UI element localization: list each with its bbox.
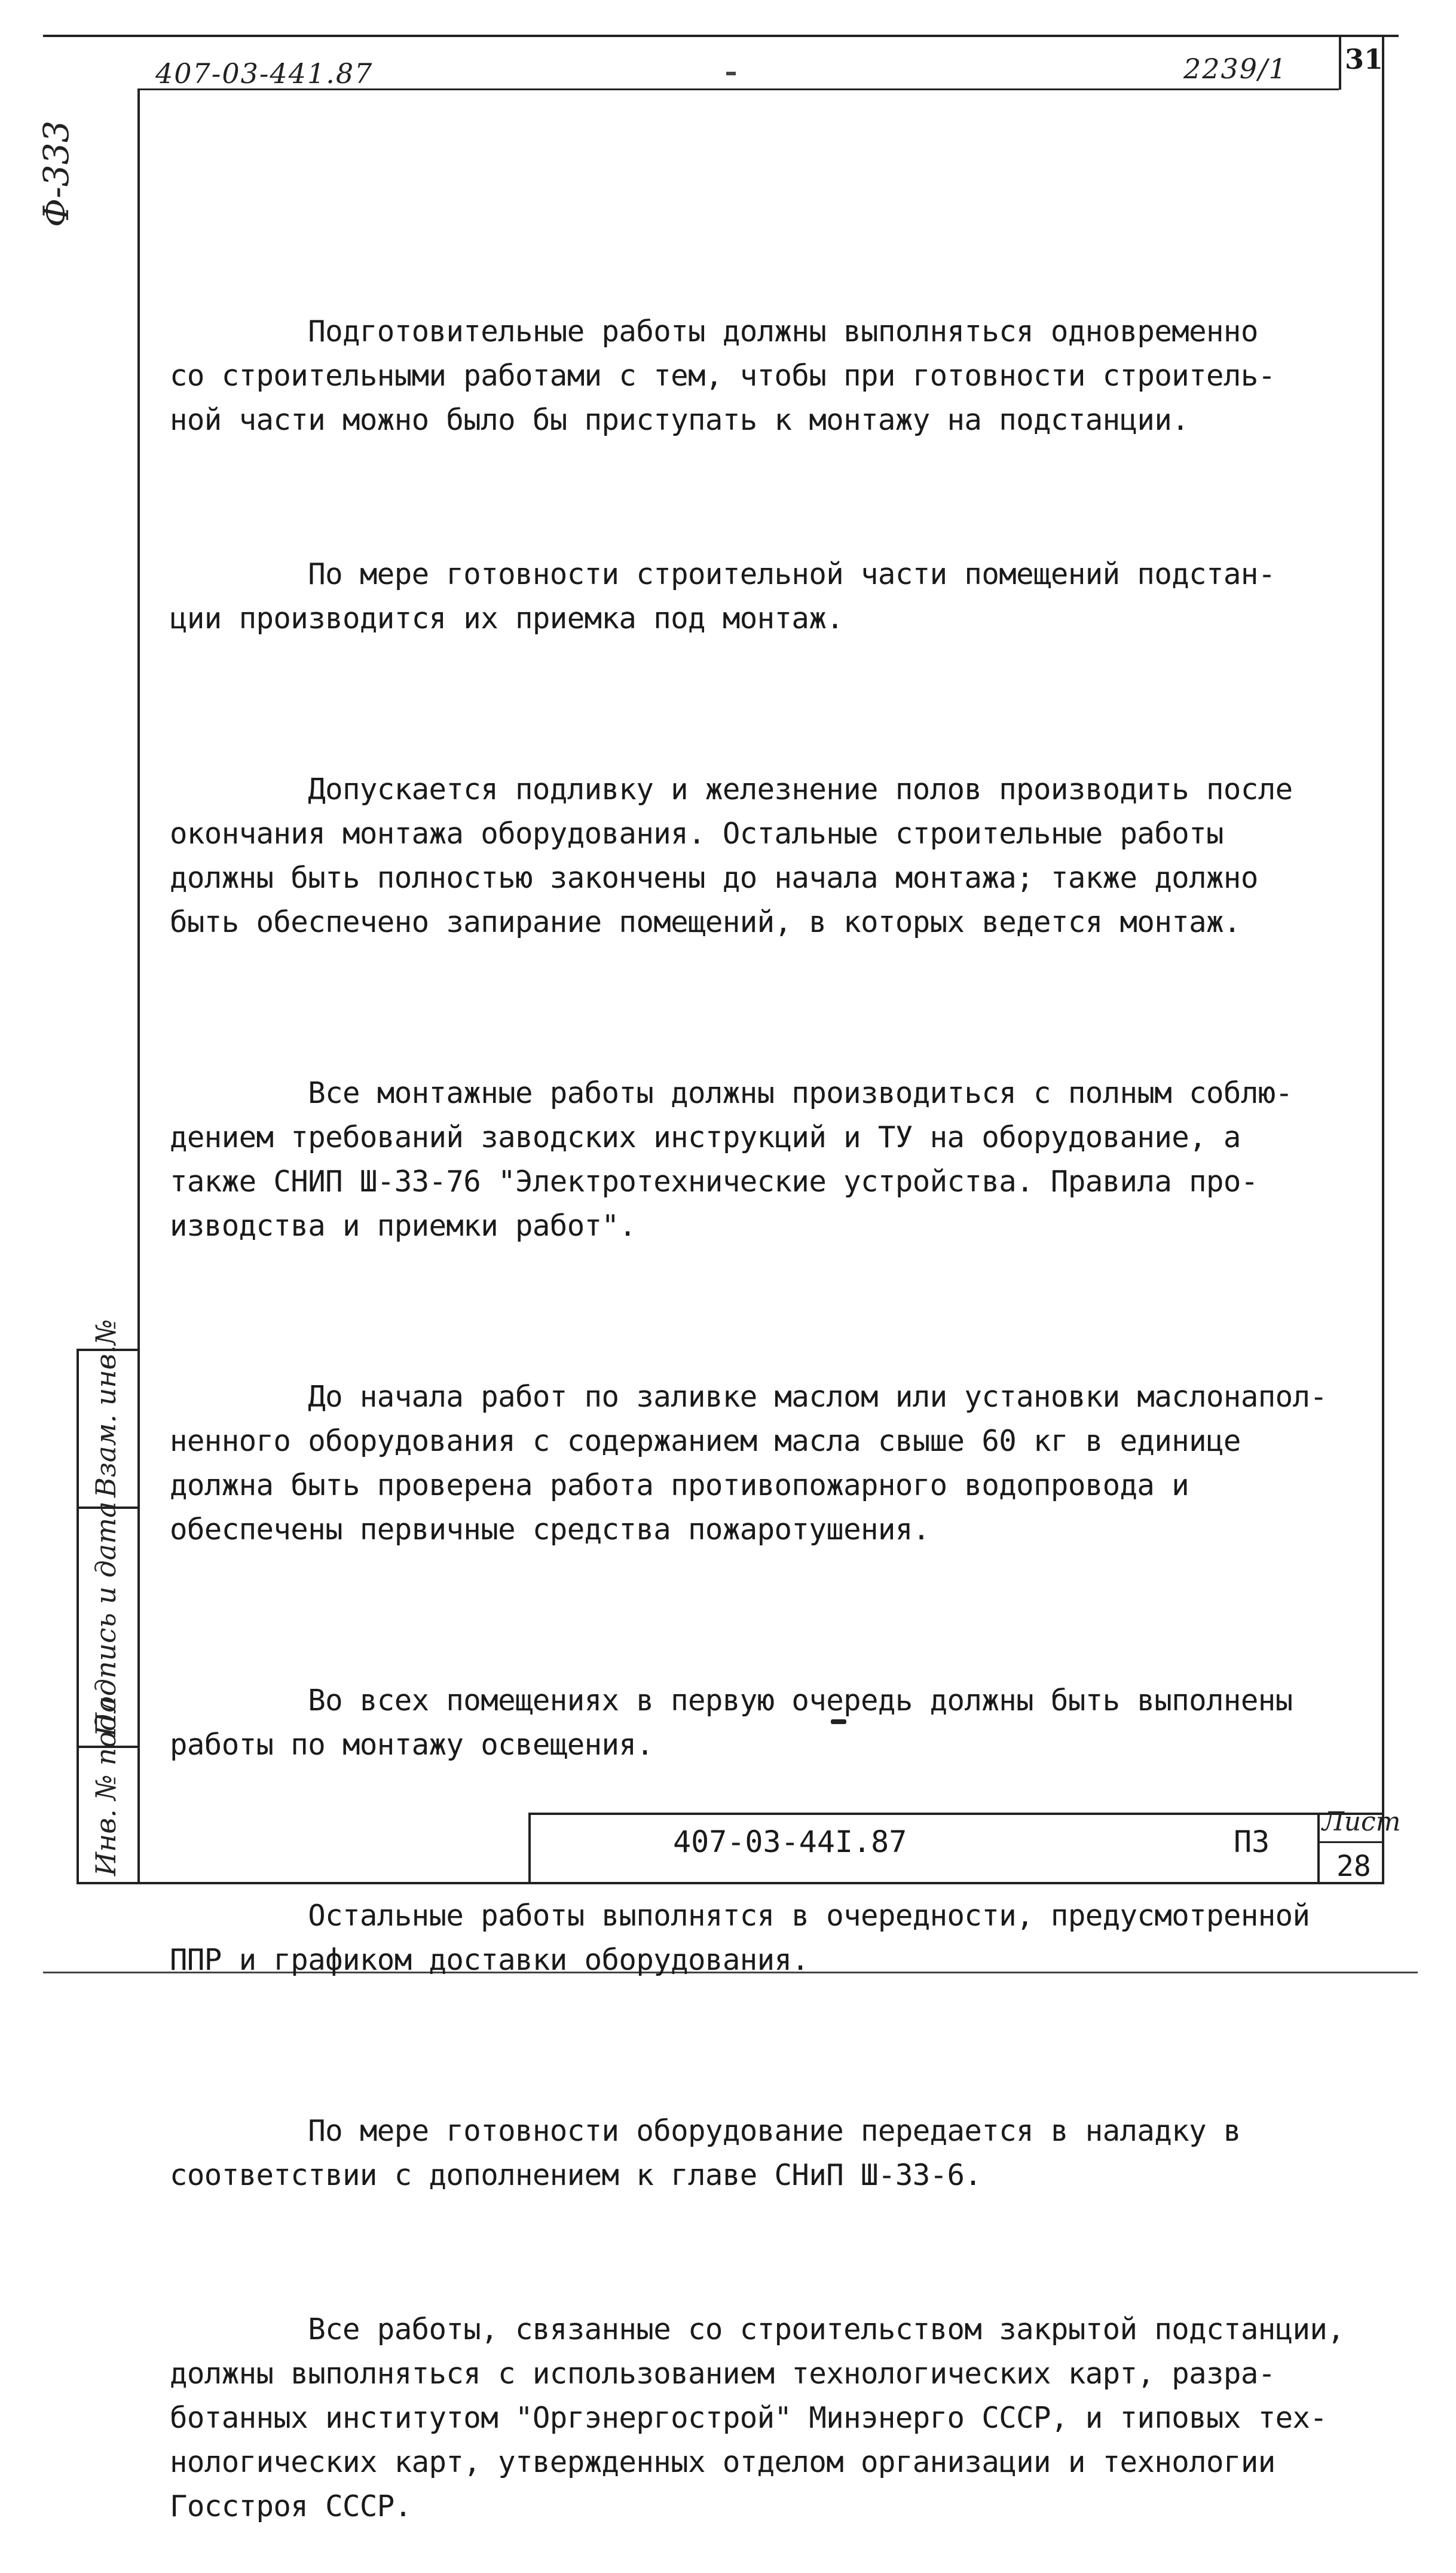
paragraph-floors: Допускается подливку и железнение полов производить после окончания монтажа оборудования. Остальные строительные работы должны быть полностью закончены до начала монтажа; также должно быть обеспечено запирание помещений, в которых ведется монтаж. (170, 772, 1293, 939)
paragraph-acceptance: По мере готовности строительной части помещений подстан- ции производится их приемка под монтаж. (170, 557, 1275, 635)
header-right-mark: 2239/1 (1183, 53, 1287, 85)
document-body (170, 221, 1345, 2573)
paragraph-preparatory-works: Подготовительные работы должны выполняться одновременно со строительными работами с тем, чтобы при готовности строитель- ной части можно было бы приступать к монтажу на подстанции. (170, 314, 1275, 437)
top-rule (43, 35, 1399, 37)
corner-sheet-number: 31 (1345, 43, 1384, 75)
title-block-sheet-label: Лист (1322, 1807, 1401, 1837)
title-block-section: ПЗ (1234, 1825, 1270, 1859)
scan-dash (831, 1719, 846, 1724)
title-block-sheet-midline (1317, 1841, 1382, 1843)
paragraph-installation-rules: Все монтажные работы должны производиться с полным соблю- дением требований заводских инструкций и ТУ на оборудование, а также СНИП Ш-33-76 "Электротехнические устройства. Правила про- изводства и приемки работ". (170, 1076, 1293, 1243)
side-stamp-signature-date: Подпись и дата (90, 1501, 122, 1737)
corner-sheet-box (1339, 37, 1341, 90)
paragraph-other-works: Остальные работы выполнятся в очередности, предусмотренной ППР и графиком доставки оборудования. (170, 1899, 1310, 1977)
vertical-form-code: Ф-333 (36, 120, 77, 227)
paragraph-technological-maps: Все работы, связанные со строительством закрытой подстанции, должны выполняться с использованием технологических карт, разра- ботанных институтом "Оргэнергострой" Минэнерго СССР, и типовых тех- нологических карт, утвержденных отделом организации и технологии Госстроя СССР. (170, 2312, 1345, 2523)
frame-right-border (1382, 35, 1384, 1882)
title-block-sheet-number: 28 (1336, 1850, 1371, 1883)
title-block-code: 407-03-44I.87 (673, 1825, 907, 1859)
side-stamp-inventory-no: Инв. № подл (90, 1696, 122, 1876)
title-block-sheet-divider (1317, 1813, 1320, 1882)
header-document-code: 407-03-441.87 (155, 57, 374, 90)
side-stamp-replacement-inv: Взам. инв.№ (90, 1319, 122, 1498)
scan-mark (726, 72, 736, 75)
paragraph-commissioning: По мере готовности оборудование передается в наладку в соответствии с дополнением к главе СНиП Ш-33-6. (170, 2114, 1241, 2192)
paragraph-oil-equipment: До начала работ по заливке маслом или установки маслонапол- ненного оборудования с содержанием масла свыше 60 кг в единице должна быть проверена работа противопожарного водопровода и обеспечены первичные средства пожаротушения. (170, 1380, 1327, 1547)
paragraph-lighting: Во всех помещениях в первую очередь должны быть выполнены работы по монтажу освещения. (170, 1683, 1293, 1762)
